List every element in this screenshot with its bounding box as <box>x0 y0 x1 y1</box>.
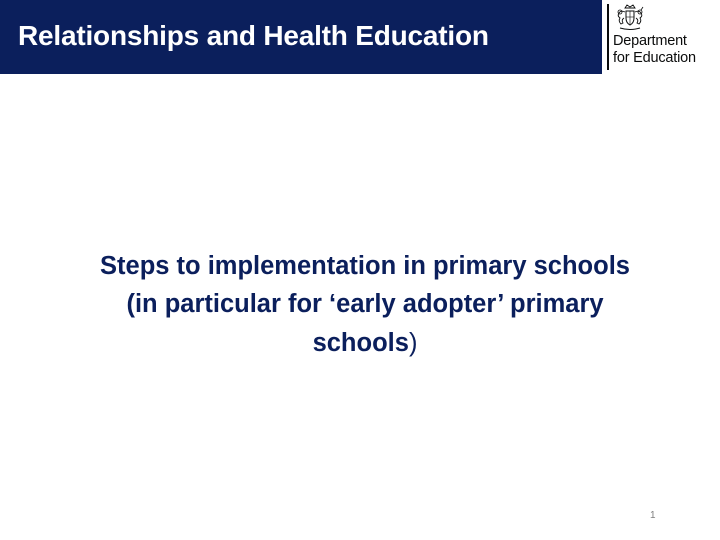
dfe-wordmark-line1: Department <box>613 33 687 49</box>
subtitle-line-3 <box>20 324 710 362</box>
royal-coat-of-arms-icon <box>612 3 648 33</box>
logo-divider <box>607 4 609 70</box>
slide-number: 1 <box>650 510 656 521</box>
subtitle-line-3-close: ) <box>408 328 418 357</box>
dfe-wordmark <box>613 33 696 67</box>
subtitle-line-1: Steps to implementation in primary schools <box>100 252 630 280</box>
header-bar <box>0 0 720 74</box>
dfe-logo <box>602 0 720 74</box>
dfe-wordmark-line2: for Education <box>613 50 696 66</box>
subtitle-line-2: (in particular for ‘early adopter’ primary <box>126 290 604 319</box>
subtitle-line-3-bold: schools <box>312 328 409 357</box>
page-title: Relationships and Health Education <box>18 20 489 51</box>
slide-subtitle <box>20 247 710 362</box>
